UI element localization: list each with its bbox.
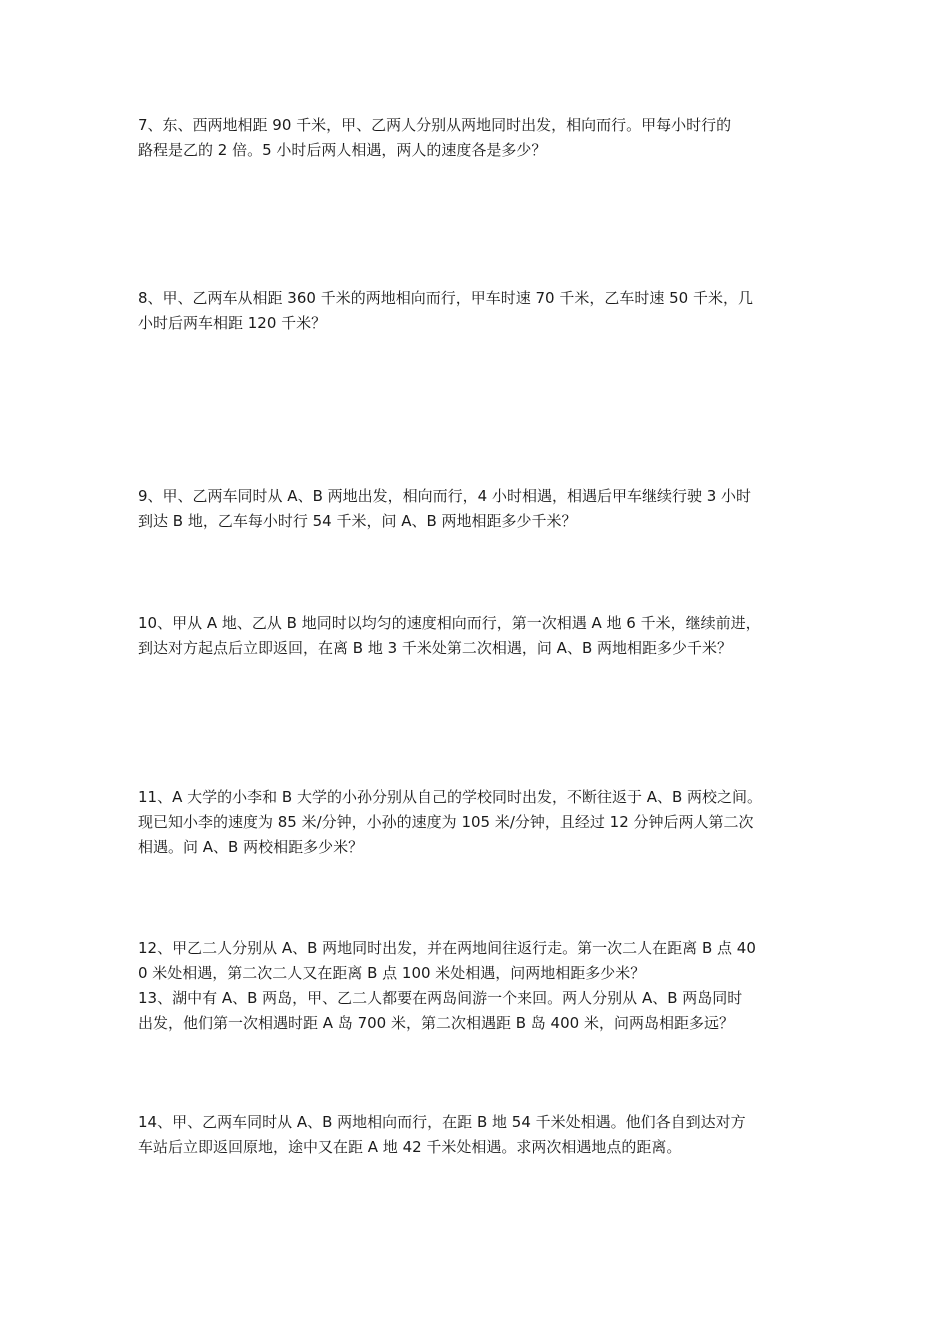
problem-12-line-1: 12、甲乙二人分别从 A、B 两地同时出发，并在两地间往返行走。第一次二人在距离 B 点 40 <box>138 939 756 957</box>
problem-8-line-2: 小时后两车相距 120 千米？ <box>138 314 327 332</box>
problem-12 <box>138 936 838 986</box>
problem-7-line-2: 路程是乙的 2 倍。5 小时后两人相遇，两人的速度各是多少？ <box>138 141 547 159</box>
problem-10-line-2: 到达对方起点后立即返回，在离 B 地 3 千米处第二次相遇，问 A、B 两地相距多少千米？ <box>138 639 732 657</box>
problem-9 <box>138 484 838 534</box>
problem-8-line-1: 8、甲、乙两车从相距 360 千米的两地相向而行，甲车时速 70 千米，乙车时速 50 千米，几 <box>138 289 753 307</box>
problem-13 <box>138 986 838 1036</box>
problem-12-line-2: 0 米处相遇，第二次二人又在距离 B 点 100 米处相遇，问两地相距多少米？ <box>138 964 646 982</box>
problem-11-line-3: 相遇。问 A、B 两校相距多少米？ <box>138 838 364 856</box>
problem-8 <box>138 286 838 336</box>
problem-11 <box>138 785 838 860</box>
problem-9-line-1: 9、甲、乙两车同时从 A、B 两地出发，相向而行，4 小时相遇，相遇后甲车继续行驶 3 小时 <box>138 487 752 505</box>
problem-11-line-2: 现已知小李的速度为 85 米/分钟，小孙的速度为 105 米/分钟，且经过 12 分钟后两人第二次 <box>138 813 754 831</box>
problem-7 <box>138 113 838 163</box>
problem-9-line-2: 到达 B 地，乙车每小时行 54 千米，问 A、B 两地相距多少千米？ <box>138 512 577 530</box>
problem-10-line-1: 10、甲从 A 地、乙从 B 地同时以均匀的速度相向而行，第一次相遇 A 地 6 千米，继续前进， <box>138 614 761 632</box>
problem-13-line-1: 13、湖中有 A、B 两岛，甲、乙二人都要在两岛间游一个来回。两人分别从 A、B 两岛同时 <box>138 989 743 1007</box>
problem-14 <box>138 1110 838 1160</box>
problem-14-line-2: 车站后立即返回原地，途中又在距 A 地 42 千米处相遇。求两次相遇地点的距离。 <box>138 1138 682 1156</box>
problem-13-line-2: 出发，他们第一次相遇时距 A 岛 700 米，第二次相遇距 B 岛 400 米，问两岛相距多远？ <box>138 1014 734 1032</box>
problem-11-line-1: 11、A 大学的小李和 B 大学的小孙分别从自己的学校同时出发，不断往返于 A、B 两校之间。 <box>138 788 763 806</box>
problem-14-line-1: 14、甲、乙两车同时从 A、B 两地相向而行，在距 B 地 54 千米处相遇。他们各自到达对方 <box>138 1113 746 1131</box>
problem-10 <box>138 611 838 661</box>
problem-7-line-1: 7、东、西两地相距 90 千米，甲、乙两人分别从两地同时出发，相向而行。甲每小时行的 <box>138 116 732 134</box>
